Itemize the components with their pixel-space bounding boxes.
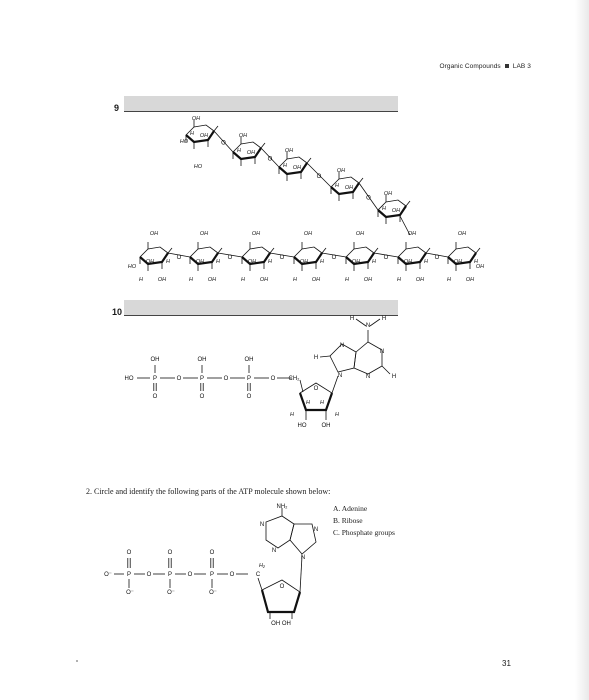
oh-label: OH bbox=[246, 150, 256, 156]
h-label: H bbox=[397, 277, 401, 283]
h-label: H bbox=[237, 148, 241, 154]
oh-label: OH bbox=[415, 277, 425, 283]
h-label: H bbox=[335, 412, 339, 418]
h-label: H bbox=[320, 400, 324, 406]
c-ribose-bond bbox=[258, 578, 262, 590]
oh-label: OH bbox=[197, 357, 207, 363]
question-2-prompt: 2. Circle and identify the following parts of the ATP molecule shown below: bbox=[86, 487, 331, 496]
h-label: H bbox=[335, 183, 339, 189]
ho-label: HO bbox=[127, 264, 137, 270]
glycosidic-oxygen-label: O bbox=[267, 156, 273, 163]
glycosidic-oxygen-label: O bbox=[383, 255, 389, 261]
h-label: H bbox=[166, 259, 170, 265]
carbon-label: C bbox=[255, 572, 261, 578]
h-label: H bbox=[306, 400, 310, 406]
oh-label: OH bbox=[150, 357, 160, 363]
question-2-options bbox=[333, 503, 395, 539]
bridge-oxygen-label: O bbox=[176, 376, 182, 382]
oh-label: OH bbox=[149, 231, 159, 237]
nitrogen-label: N bbox=[365, 374, 371, 380]
oh-label: OH bbox=[383, 191, 393, 197]
option-phosphate-groups: C. Phosphate groups bbox=[333, 528, 395, 537]
pyrimidine-ring bbox=[354, 342, 385, 374]
oh-label: OH bbox=[191, 116, 201, 122]
nitrogen-label: N bbox=[337, 373, 343, 379]
o-minus-label: O⁻ bbox=[126, 590, 134, 596]
imidazole-ring bbox=[290, 524, 319, 554]
substituent-bond bbox=[359, 178, 363, 183]
pyrimidine-ring bbox=[266, 516, 294, 548]
oh-label: OH bbox=[453, 259, 463, 265]
oxygen-label: O bbox=[126, 550, 132, 556]
ho-label: HO bbox=[179, 139, 189, 145]
h-label: H bbox=[382, 206, 386, 212]
substituent-bond bbox=[307, 158, 311, 163]
h-label: H bbox=[381, 316, 387, 322]
bridge-oxygen-label: O bbox=[146, 572, 152, 578]
oh-label: OH bbox=[207, 277, 217, 283]
ribose-front-edge bbox=[262, 590, 300, 612]
oh-label: OH bbox=[284, 148, 294, 154]
o-minus-label: O⁻ bbox=[104, 572, 112, 578]
h-label: H bbox=[474, 259, 478, 265]
polysaccharide-structure bbox=[140, 120, 480, 271]
nitrogen-label: N bbox=[271, 548, 277, 554]
h-label: H bbox=[290, 412, 294, 418]
h-label: H bbox=[349, 316, 355, 322]
c-h-bond bbox=[320, 356, 330, 357]
nitrogen-label: N bbox=[259, 522, 265, 528]
question-9-number: 9 bbox=[114, 103, 120, 113]
option-ribose: B. Ribose bbox=[333, 516, 363, 525]
glycosidic-oxygen-label: O bbox=[434, 255, 440, 261]
oh-label: OH bbox=[145, 259, 155, 265]
oh-label: OH bbox=[199, 231, 209, 237]
stray-mark bbox=[76, 660, 78, 662]
bridge-oxygen-label: O bbox=[270, 376, 276, 382]
substituent-bond bbox=[322, 248, 326, 253]
ribose-front-edge bbox=[300, 393, 332, 410]
bridge-oxygen-label: O bbox=[187, 572, 193, 578]
oh-label: OH bbox=[244, 357, 254, 363]
oh-label: OH bbox=[321, 423, 331, 429]
oh-label: OH bbox=[238, 133, 248, 139]
c-h-bond bbox=[382, 366, 390, 374]
glycosidic-n-bond bbox=[300, 556, 302, 592]
glycosidic-oxygen-label: O bbox=[221, 140, 226, 147]
h-label: H bbox=[313, 355, 319, 361]
glycosidic-oxygen-label: O bbox=[331, 255, 337, 261]
oh-label: OH bbox=[457, 231, 467, 237]
amine-nitrogen-label: N bbox=[365, 323, 371, 329]
ch2-ribose-bond bbox=[300, 380, 303, 392]
phosphorus-label: P bbox=[126, 572, 132, 578]
oh-label: OH bbox=[299, 259, 309, 265]
oh-label: OH bbox=[311, 277, 321, 283]
phosphorus-label: P bbox=[209, 572, 215, 578]
ho-label: HO bbox=[297, 423, 307, 429]
nitrogen-label: N bbox=[339, 343, 345, 349]
substituent-bond bbox=[214, 126, 218, 131]
running-head-lab: LAB 3 bbox=[512, 63, 531, 70]
h-label: H bbox=[293, 277, 297, 283]
h-label: H bbox=[320, 259, 324, 265]
nitrogen-label: N bbox=[300, 555, 306, 561]
glycosidic-oxygen-label: O bbox=[279, 255, 285, 261]
substituent-bond bbox=[261, 143, 265, 148]
oh-label: OH bbox=[344, 185, 354, 191]
o-minus-label: O⁻ bbox=[167, 590, 175, 596]
nh2-label: NH₂ bbox=[276, 504, 288, 510]
glycosidic-oxygen-label: O bbox=[176, 255, 182, 261]
substituent-bond bbox=[270, 248, 274, 253]
h-label: H bbox=[189, 277, 193, 283]
atp-structure-question-10 bbox=[137, 319, 390, 420]
oxygen-label: O bbox=[167, 550, 173, 556]
option-adenine: A. Adenine bbox=[333, 504, 368, 513]
oh-label: OH bbox=[157, 277, 167, 283]
oh-label: OH bbox=[351, 259, 361, 265]
phosphorus-label: P bbox=[167, 572, 173, 578]
substituent-bond bbox=[374, 248, 378, 253]
oh-label: OH bbox=[259, 277, 269, 283]
h2-label: H₂ bbox=[258, 563, 266, 569]
h-label: H bbox=[190, 131, 194, 137]
oxygen-label: O bbox=[209, 550, 215, 556]
substituent-bond bbox=[426, 248, 430, 253]
phosphorus-label: P bbox=[246, 376, 252, 382]
substituent-bond bbox=[406, 201, 410, 206]
ribose-oxygen-label: O bbox=[279, 584, 285, 590]
ho-label: HO bbox=[124, 376, 134, 382]
substituent-bond bbox=[218, 248, 222, 253]
oh-label: OH bbox=[355, 231, 365, 237]
oh-label: OH bbox=[403, 259, 413, 265]
glycosidic-oxygen-label: O bbox=[316, 174, 322, 180]
phosphorus-label: P bbox=[152, 376, 158, 382]
oh-label: OH bbox=[475, 264, 485, 270]
oh-label: OH bbox=[199, 133, 209, 139]
h-label: H bbox=[268, 259, 272, 265]
oh-label: OH bbox=[292, 165, 302, 171]
substituent-bond bbox=[476, 248, 480, 253]
glycosidic-oxygen-label: O bbox=[366, 195, 371, 202]
page-number: 31 bbox=[502, 659, 511, 668]
oh-label: OH bbox=[363, 277, 373, 283]
h-label: H bbox=[372, 259, 376, 265]
oh-label: OH bbox=[407, 231, 417, 237]
oh-label: OH bbox=[391, 208, 401, 214]
phosphorus-label: P bbox=[199, 376, 205, 382]
nitrogen-label: N bbox=[313, 527, 319, 533]
glycosidic-oxygen-label: O bbox=[227, 255, 233, 261]
question-10-number: 10 bbox=[112, 307, 123, 317]
h-label: H bbox=[241, 277, 245, 283]
oh-label: OH bbox=[251, 231, 261, 237]
bridge-oxygen-label: O bbox=[223, 376, 229, 382]
ribose-oxygen-label: O bbox=[313, 386, 319, 392]
oxygen-label: O bbox=[246, 394, 252, 400]
o-minus-label: O⁻ bbox=[209, 590, 217, 596]
ch2-label: CH₂ bbox=[288, 376, 300, 382]
oh-oh-label: OH OH bbox=[271, 621, 291, 627]
n-h-bond bbox=[356, 319, 366, 326]
oh-label: OH bbox=[465, 277, 475, 283]
h-label: H bbox=[283, 163, 287, 169]
h-label: H bbox=[139, 277, 143, 283]
bridge-oxygen-label: O bbox=[229, 572, 235, 578]
oxygen-label: O bbox=[152, 394, 158, 400]
substituent-bond bbox=[168, 248, 172, 253]
h-label: H bbox=[424, 259, 428, 265]
oh-label: OH bbox=[303, 231, 313, 237]
h-label: H bbox=[447, 277, 451, 283]
oxygen-label: O bbox=[199, 394, 205, 400]
nitrogen-label: N bbox=[379, 349, 385, 355]
oh-label: OH bbox=[247, 259, 257, 265]
h-label: H bbox=[216, 259, 220, 265]
structure-atom-labels bbox=[104, 116, 484, 627]
oh-label: OH bbox=[195, 259, 205, 265]
h-label: H bbox=[345, 277, 349, 283]
atp-structure-question-2 bbox=[114, 508, 319, 619]
n-h-bond bbox=[370, 319, 380, 326]
running-head-section: Organic Compounds bbox=[439, 63, 501, 70]
ho-label: HO bbox=[193, 164, 203, 170]
oh-label: OH bbox=[336, 168, 346, 174]
h-label: H bbox=[391, 374, 397, 380]
